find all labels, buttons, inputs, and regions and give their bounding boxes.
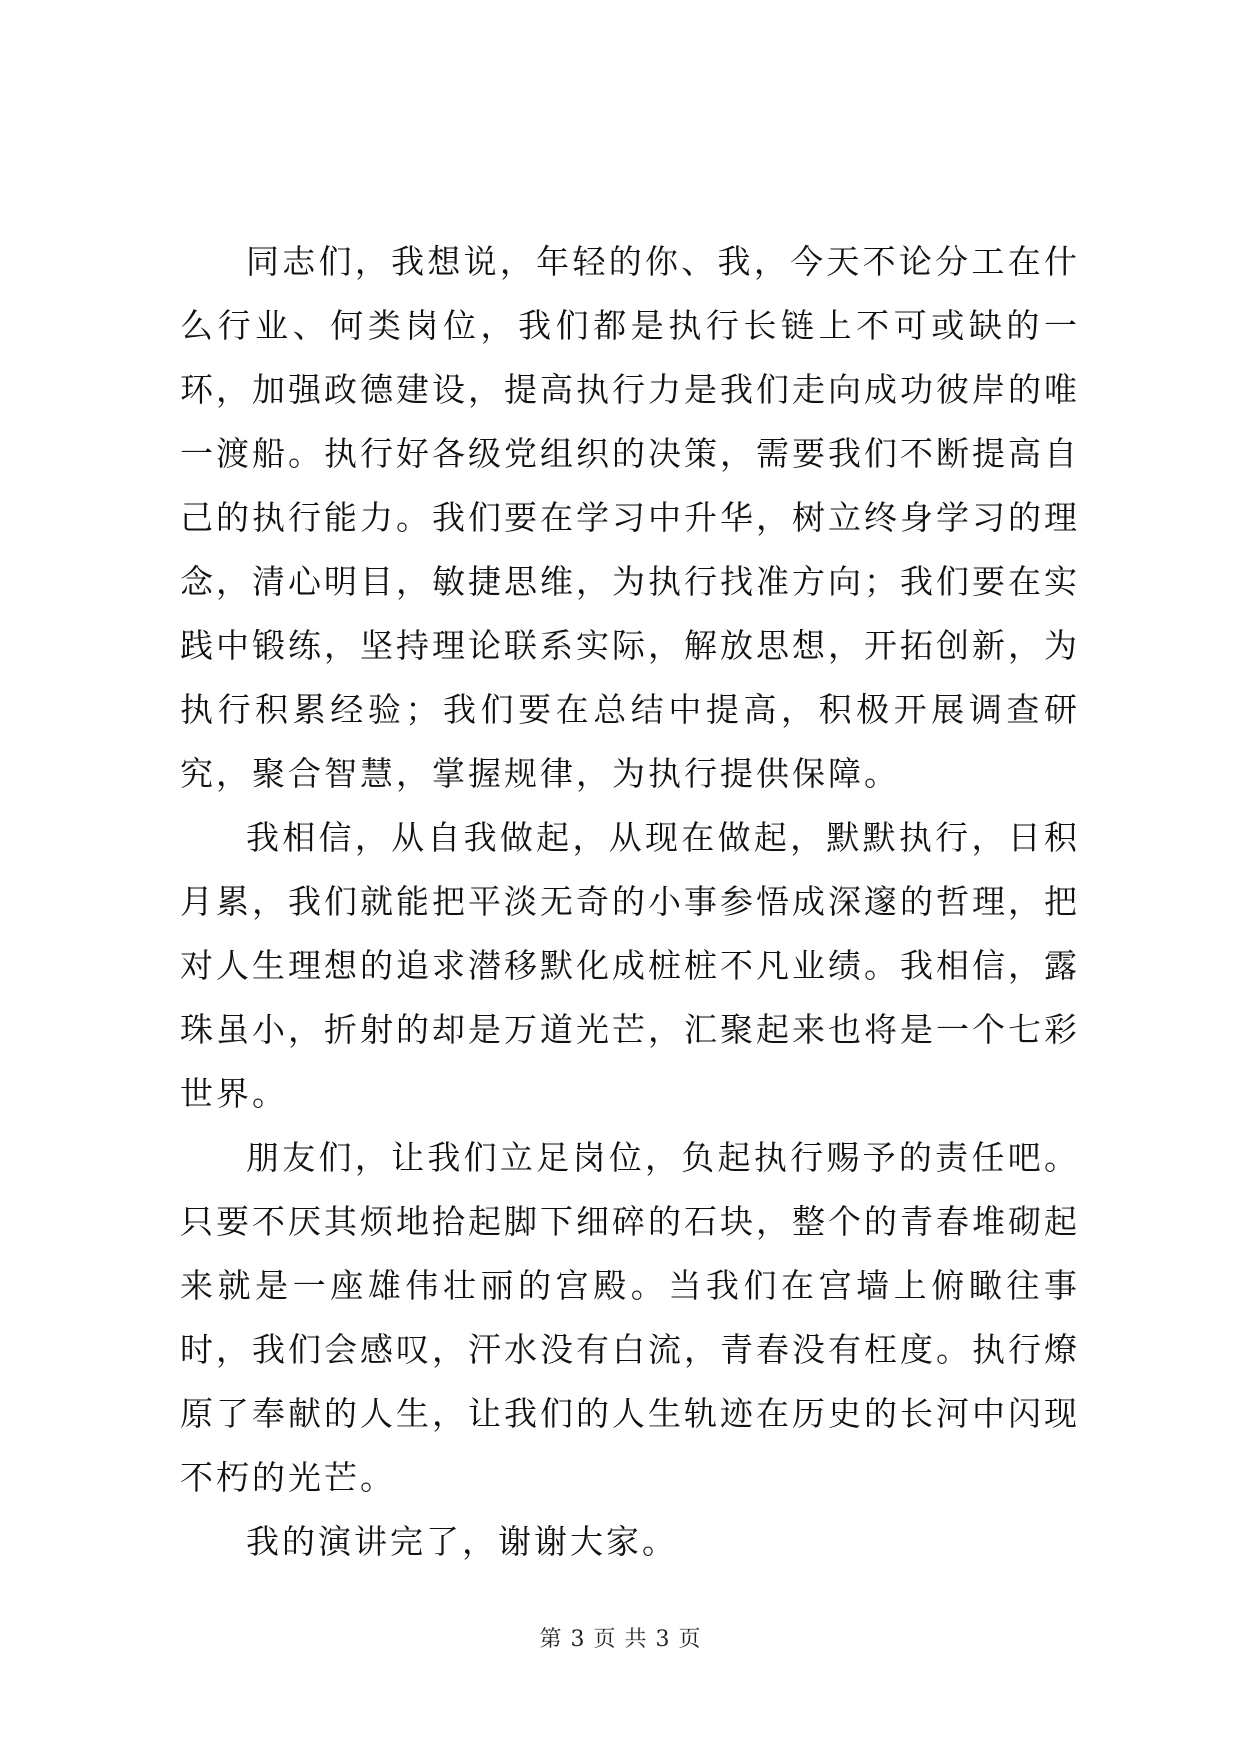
paragraph-3: 朋友们，让我们立足岗位，负起执行赐予的责任吧。只要不厌其烦地拾起脚下细碎的石块，整个的青春堆砌起来就是一座雄伟壮丽的宫殿。当我们在宫墙上俯瞰往事时，我们会感叹，汗水没有白流，青春没有枉度。执行燎原了奉献的人生，让我们的人生轨迹在历史的长河中闪现不朽的光芒。	[180, 1138, 1080, 1497]
paragraph-1: 同志们，我想说，年轻的你、我，今天不论分工在什么行业、何类岗位，我们都是执行长链上不可或缺的一环，加强政德建设，提高执行力是我们走向成功彼岸的唯一渡船。执行好各级党组织的决策，需要我们不断提高自己的执行能力。我们要在学习中升华，树立终身学习的理念，清心明目，敏捷思维，为执行找准方向；我们要在实践中锻练，坚持理论联系实际，解放思想，开拓创新，为执行积累经验；我们要在总结中提高，积极开展调查研究，聚合智慧，掌握规律，为执行提供保障。	[180, 242, 1080, 793]
page-number-footer: 第 3 页 共 3 页	[539, 1627, 702, 1652]
paragraph-2: 我相信，从自我做起，从现在做起，默默执行，日积月累，我们就能把平淡无奇的小事参悟成深邃的哲理，把对人生理想的追求潜移默化成桩桩不凡业绩。我相信，露珠虽小，折射的却是万道光芒，汇聚起来也将是一个七彩世界。	[180, 818, 1080, 1113]
paragraph-4: 我的演讲完了，谢谢大家。	[246, 1522, 678, 1561]
document-body	[180, 230, 1080, 1574]
